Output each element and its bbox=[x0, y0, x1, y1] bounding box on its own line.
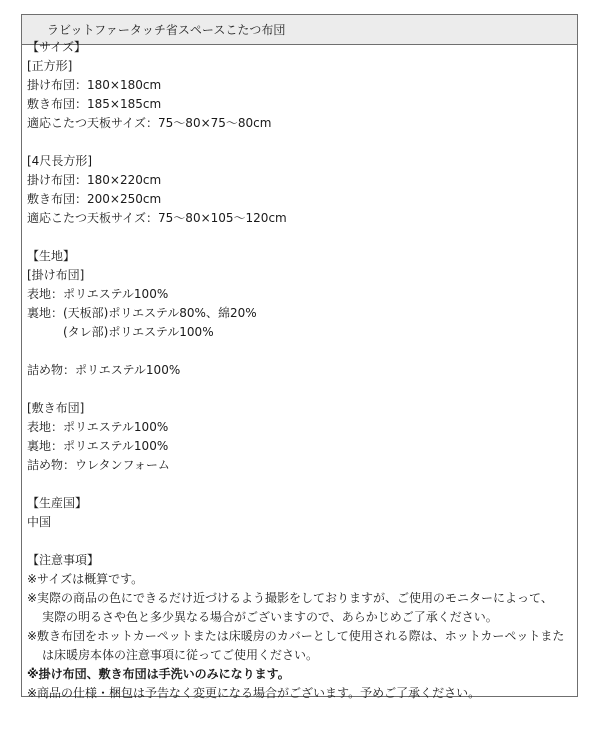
shiki-filling: 詰め物：ウレタンフォーム bbox=[27, 458, 170, 472]
note-size-approx: ※サイズは概算です。 bbox=[27, 572, 144, 586]
kake-back-skirt: (タレ部)ポリエステル100% bbox=[63, 325, 214, 339]
spec-content bbox=[27, 38, 590, 703]
notes-heading: 【注意事項】 bbox=[27, 553, 100, 567]
rect-table-size: 適応こたつ天板サイズ：75～80×105～120cm bbox=[27, 211, 287, 225]
note-spec-change: ※商品の仕様・梱包は予告なく変更になる場合がございます。予めご了承ください。 bbox=[27, 686, 481, 700]
note-carpet-1: ※敷き布団をホットカーペットまたは床暖房のカバーとして使用される際は、ホットカーペットまた bbox=[27, 629, 565, 643]
square-table-size: 適応こたつ天板サイズ：75～80×75～80cm bbox=[27, 116, 272, 130]
kake-back-top: 裏地：(天板部)ポリエステル80%、綿20% bbox=[27, 306, 257, 320]
size-heading: 【サイズ】 bbox=[27, 40, 87, 54]
rect-shiki-size: 敷き布団：200×250cm bbox=[27, 192, 162, 206]
square-kake-size: 掛け布団：180×180cm bbox=[27, 78, 162, 92]
rect-kake-size: 掛け布団：180×220cm bbox=[27, 173, 162, 187]
kake-heading: [掛け布団] bbox=[27, 268, 85, 282]
note-handwash: ※掛け布団、敷き布団は手洗いのみになります。 bbox=[27, 667, 290, 681]
square-heading: [正方形] bbox=[27, 59, 73, 73]
fabric-heading: 【生地】 bbox=[27, 249, 76, 263]
origin-heading: 【生産国】 bbox=[27, 496, 88, 510]
note-color-1: ※実際の商品の色にできるだけ近づけるよう撮影をしておりますが、ご使用のモニターによって、 bbox=[27, 591, 553, 605]
kake-surface: 表地：ポリエステル100% bbox=[27, 287, 169, 301]
product-title: ラビットファータッチ省スペースこたつ布団 bbox=[22, 15, 577, 45]
note-carpet-2: は床暖房本体の注意事項に従ってご使用ください。 bbox=[42, 648, 319, 662]
note-color-2: 実際の明るさや色と多少異なる場合がございますので、あらかじめご了承ください。 bbox=[42, 610, 498, 624]
shiki-surface: 表地：ポリエステル100% bbox=[27, 420, 169, 434]
rect-heading: [4尺長方形] bbox=[27, 154, 92, 168]
kake-filling: 詰め物：ポリエステル100% bbox=[27, 363, 181, 377]
shiki-back: 裏地：ポリエステル100% bbox=[27, 439, 169, 453]
origin-value: 中国 bbox=[27, 515, 52, 529]
square-shiki-size: 敷き布団：185×185cm bbox=[27, 97, 162, 111]
shiki-heading: [敷き布団] bbox=[27, 401, 85, 415]
